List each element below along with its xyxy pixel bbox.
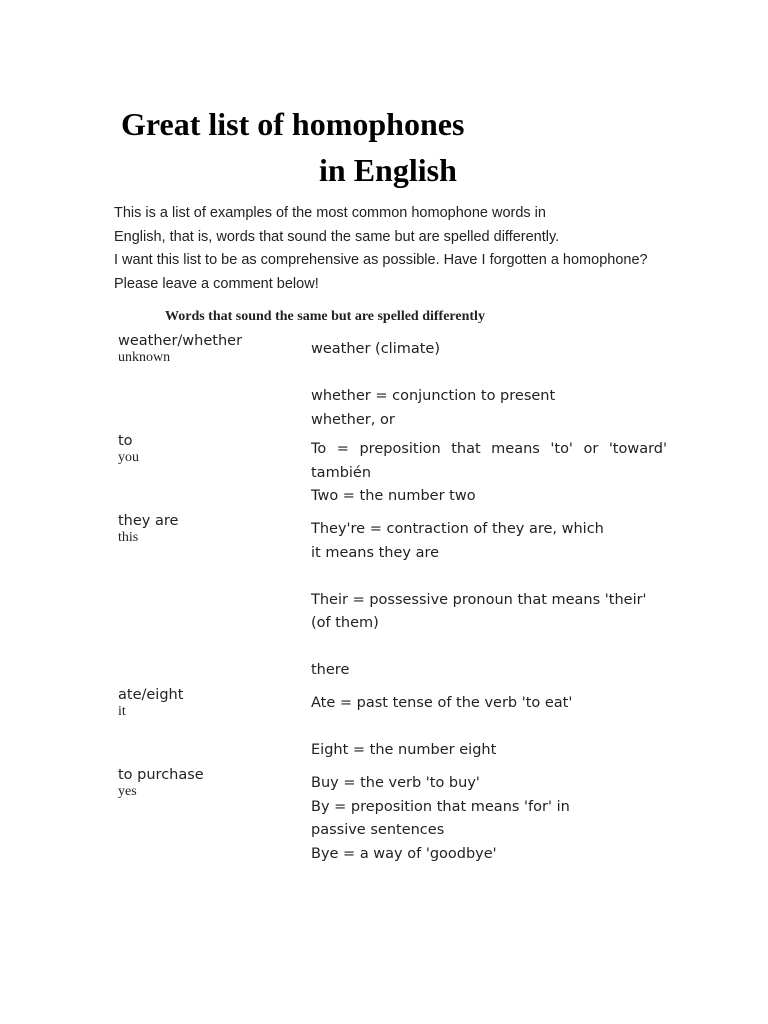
table-row bbox=[114, 686, 674, 766]
definition-line: Bye = a way of 'goodbye' bbox=[311, 845, 497, 862]
definition-line: Buy = the verb 'to buy' bbox=[311, 775, 480, 791]
translation-text: it bbox=[118, 704, 126, 719]
term-cell bbox=[114, 512, 311, 546]
intro-line: Please leave a comment below! bbox=[114, 275, 319, 292]
definition-line: it means they are bbox=[311, 544, 440, 561]
definition-line: Eight = the number eight bbox=[311, 742, 497, 758]
definition-text: To = preposition that means 'to' or 'toward' bbox=[311, 441, 667, 457]
table-row bbox=[114, 512, 674, 686]
term-cell bbox=[114, 432, 311, 466]
definition-text: también bbox=[311, 464, 372, 481]
table-row bbox=[114, 432, 674, 512]
term-text: to bbox=[118, 433, 133, 449]
definition-spacer bbox=[311, 565, 667, 589]
intro-paragraph bbox=[114, 202, 674, 296]
definition-cell bbox=[311, 686, 667, 763]
table-subtitle: Words that sound the same but are spelled differently bbox=[165, 309, 485, 324]
table-row bbox=[114, 332, 674, 432]
translation-text: this bbox=[118, 530, 139, 545]
definition-cell bbox=[311, 512, 667, 683]
definition-line: Two = the number two bbox=[311, 488, 476, 504]
definition-line: there bbox=[311, 662, 350, 678]
definition-spacer bbox=[311, 636, 667, 660]
definition-line: By = preposition that means 'for' in bbox=[311, 798, 570, 815]
definition-line: whether = conjunction to present bbox=[311, 388, 556, 404]
definition-line: (of them) bbox=[311, 615, 379, 631]
intro-line: I want this list to be as comprehensive as possible. Have I forgotten a homophone? bbox=[114, 252, 648, 268]
translation-text: yes bbox=[118, 784, 137, 799]
homophone-table bbox=[114, 332, 674, 866]
page-title-line-2: in English bbox=[319, 152, 457, 188]
term-text: they are bbox=[118, 513, 179, 529]
term-cell bbox=[114, 332, 311, 366]
definition-line: Ate = past tense of the verb 'to eat' bbox=[311, 695, 573, 711]
definition-cell bbox=[311, 432, 667, 509]
definition-line: passive sentences bbox=[311, 822, 445, 838]
definition-line: They're = contraction of they are, which bbox=[311, 521, 604, 537]
term-text: ate/eight bbox=[118, 687, 184, 703]
translation-text: you bbox=[118, 450, 139, 465]
term-cell bbox=[114, 686, 311, 720]
term-cell bbox=[114, 766, 311, 800]
definition-line: weather (climate) bbox=[311, 341, 440, 357]
definition-spacer bbox=[311, 362, 667, 386]
intro-line: English, that is, words that sound the same but are spelled differently. bbox=[114, 228, 560, 245]
intro-line: This is a list of examples of the most common homophone words in bbox=[114, 205, 546, 221]
definition-cell bbox=[311, 766, 667, 866]
table-row bbox=[114, 766, 674, 866]
page-title-line-1: Great list of homophones bbox=[121, 106, 465, 142]
term-text: weather/whether bbox=[118, 333, 243, 349]
definition-cell bbox=[311, 332, 667, 432]
definition-line: Their = possessive pronoun that means 'their' bbox=[311, 591, 647, 608]
definition-line: whether, or bbox=[311, 411, 395, 428]
term-text: to purchase bbox=[118, 767, 204, 783]
definition-line bbox=[311, 438, 667, 485]
definition-spacer bbox=[311, 716, 667, 740]
translation-text: unknown bbox=[118, 350, 171, 365]
